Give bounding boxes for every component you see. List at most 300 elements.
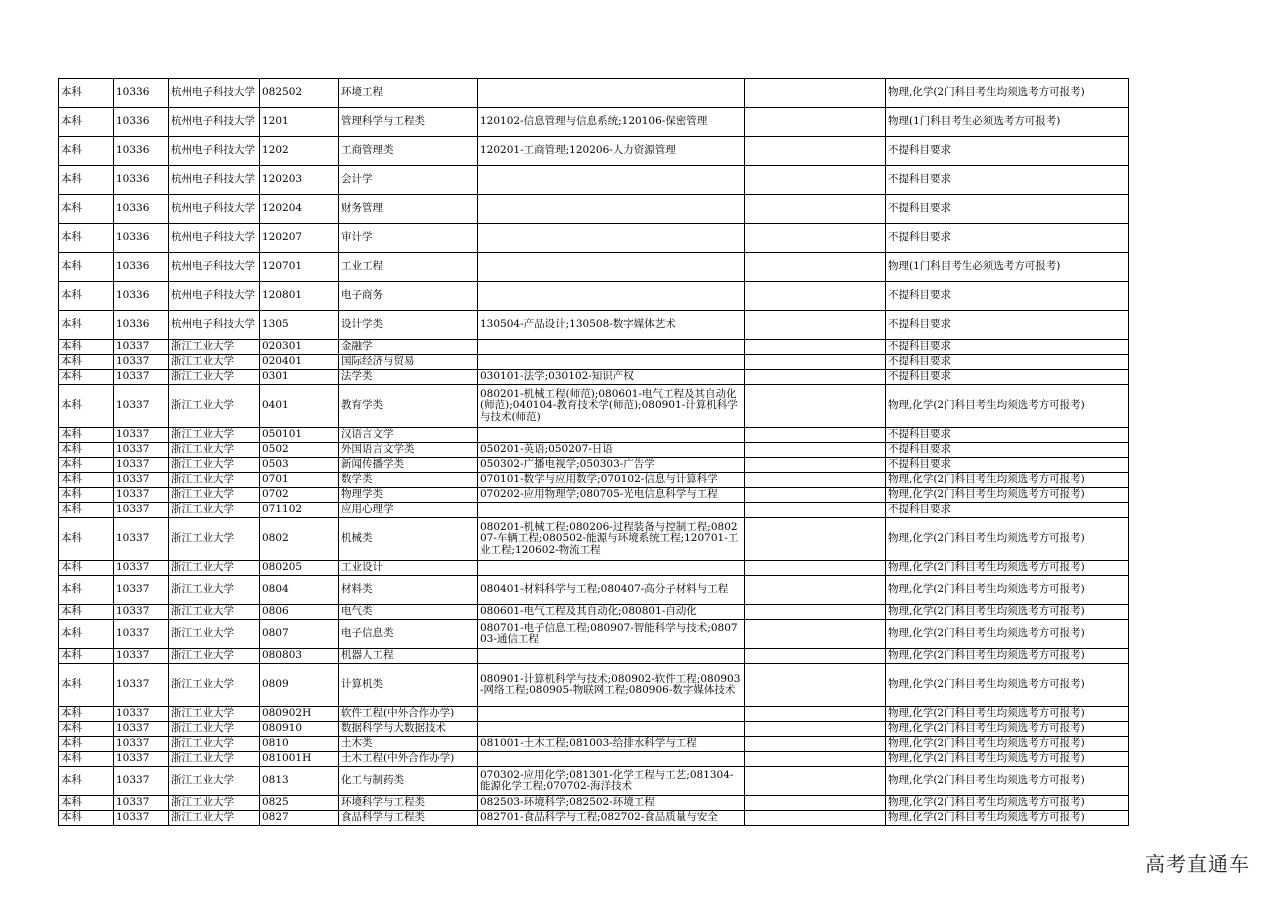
level-cell: 本科: [59, 561, 114, 576]
subject-requirement-cell: 物理,化学(2门科目考生均须选考方可报考): [886, 576, 1129, 605]
school-name-cell: 浙江工业大学: [169, 796, 260, 811]
school-code-cell: 10337: [114, 707, 169, 722]
major-name-cell: 汉语言文学: [339, 428, 478, 443]
school-code-cell: 10337: [114, 576, 169, 605]
table-row: [59, 752, 1129, 767]
school-code-cell: 10337: [114, 458, 169, 473]
included-majors-cell: 120201-工商管理;120206-人力资源管理: [478, 137, 745, 166]
subject-requirement-cell: 物理,化学(2门科目考生均须选考方可报考): [886, 811, 1129, 826]
subject-requirement-cell: 物理,化学(2门科目考生均须选考方可报考): [886, 561, 1129, 576]
major-code-cell: 1202: [260, 137, 339, 166]
major-code-cell: 120701: [260, 253, 339, 282]
major-name-cell: 设计学类: [339, 311, 478, 340]
major-name-cell: 食品科学与工程类: [339, 811, 478, 826]
school-name-cell: 浙江工业大学: [169, 503, 260, 518]
note-cell: [745, 737, 886, 752]
included-majors-cell: 050201-英语;050207-日语: [478, 443, 745, 458]
subject-requirement-cell: 不提科目要求: [886, 503, 1129, 518]
major-code-cell: 0809: [260, 664, 339, 707]
included-majors-cell: 070202-应用物理学;080705-光电信息科学与工程: [478, 488, 745, 503]
subject-requirement-cell: 不提科目要求: [886, 370, 1129, 385]
major-code-cell: 0810: [260, 737, 339, 752]
major-code-cell: 0401: [260, 385, 339, 428]
school-name-cell: 浙江工业大学: [169, 473, 260, 488]
school-code-cell: 10337: [114, 355, 169, 370]
level-cell: 本科: [59, 796, 114, 811]
school-name-cell: 浙江工业大学: [169, 355, 260, 370]
table-row: [59, 282, 1129, 311]
major-name-cell: 环境科学与工程类: [339, 796, 478, 811]
school-name-cell: 浙江工业大学: [169, 561, 260, 576]
school-code-cell: 10337: [114, 649, 169, 664]
table-row: [59, 108, 1129, 137]
note-cell: [745, 488, 886, 503]
major-code-cell: 0502: [260, 443, 339, 458]
table-row: [59, 561, 1129, 576]
school-name-cell: 杭州电子科技大学: [169, 282, 260, 311]
school-code-cell: 10337: [114, 796, 169, 811]
major-code-cell: 081001H: [260, 752, 339, 767]
included-majors-cell: 070101-数学与应用数学;070102-信息与计算科学: [478, 473, 745, 488]
subject-requirement-cell: 不提科目要求: [886, 166, 1129, 195]
major-code-cell: 0813: [260, 767, 339, 796]
subject-requirement-cell: 物理,化学(2门科目考生均须选考方可报考): [886, 79, 1129, 108]
note-cell: [745, 253, 886, 282]
major-code-cell: 120207: [260, 224, 339, 253]
level-cell: 本科: [59, 518, 114, 561]
major-name-cell: 数据科学与大数据技术: [339, 722, 478, 737]
table-row: [59, 443, 1129, 458]
school-name-cell: 浙江工业大学: [169, 752, 260, 767]
school-code-cell: 10337: [114, 518, 169, 561]
table-row: [59, 576, 1129, 605]
level-cell: 本科: [59, 370, 114, 385]
included-majors-cell: 130504-产品设计;130508-数字媒体艺术: [478, 311, 745, 340]
school-code-cell: 10337: [114, 370, 169, 385]
school-code-cell: 10337: [114, 443, 169, 458]
included-majors-cell: [478, 355, 745, 370]
level-cell: 本科: [59, 649, 114, 664]
note-cell: [745, 340, 886, 355]
level-cell: 本科: [59, 355, 114, 370]
major-name-cell: 土木类: [339, 737, 478, 752]
major-name-cell: 机器人工程: [339, 649, 478, 664]
major-code-cell: 0827: [260, 811, 339, 826]
major-code-cell: 0301: [260, 370, 339, 385]
major-code-cell: 0701: [260, 473, 339, 488]
level-cell: 本科: [59, 752, 114, 767]
level-cell: 本科: [59, 282, 114, 311]
table-row: [59, 649, 1129, 664]
major-name-cell: 工业设计: [339, 561, 478, 576]
table-row: [59, 370, 1129, 385]
school-code-cell: 10337: [114, 428, 169, 443]
level-cell: 本科: [59, 385, 114, 428]
school-name-cell: 浙江工业大学: [169, 707, 260, 722]
school-name-cell: 杭州电子科技大学: [169, 108, 260, 137]
school-name-cell: 杭州电子科技大学: [169, 137, 260, 166]
note-cell: [745, 428, 886, 443]
school-code-cell: 10337: [114, 385, 169, 428]
school-code-cell: 10337: [114, 752, 169, 767]
table-row: [59, 224, 1129, 253]
major-name-cell: 机械类: [339, 518, 478, 561]
note-cell: [745, 79, 886, 108]
major-code-cell: 080910: [260, 722, 339, 737]
school-name-cell: 浙江工业大学: [169, 443, 260, 458]
included-majors-cell: [478, 166, 745, 195]
subject-requirement-cell: 物理,化学(2门科目考生均须选考方可报考): [886, 752, 1129, 767]
school-code-cell: 10337: [114, 767, 169, 796]
school-name-cell: 浙江工业大学: [169, 664, 260, 707]
table-row: [59, 253, 1129, 282]
table-row: [59, 811, 1129, 826]
level-cell: 本科: [59, 503, 114, 518]
level-cell: 本科: [59, 811, 114, 826]
note-cell: [745, 108, 886, 137]
school-name-cell: 浙江工业大学: [169, 811, 260, 826]
school-name-cell: 杭州电子科技大学: [169, 311, 260, 340]
school-name-cell: 浙江工业大学: [169, 385, 260, 428]
subject-requirement-cell: 不提科目要求: [886, 458, 1129, 473]
table-row: [59, 488, 1129, 503]
school-name-cell: 杭州电子科技大学: [169, 79, 260, 108]
school-code-cell: 10337: [114, 561, 169, 576]
table-row: [59, 311, 1129, 340]
school-code-cell: 10336: [114, 108, 169, 137]
major-code-cell: 082502: [260, 79, 339, 108]
note-cell: [745, 620, 886, 649]
note-cell: [745, 311, 886, 340]
subject-requirement-cell: 物理,化学(2门科目考生均须选考方可报考): [886, 620, 1129, 649]
major-name-cell: 软件工程(中外合作办学): [339, 707, 478, 722]
included-majors-cell: [478, 195, 745, 224]
table-row: [59, 767, 1129, 796]
included-majors-cell: [478, 707, 745, 722]
included-majors-cell: [478, 253, 745, 282]
major-name-cell: 电气类: [339, 605, 478, 620]
level-cell: 本科: [59, 195, 114, 224]
major-code-cell: 080803: [260, 649, 339, 664]
level-cell: 本科: [59, 488, 114, 503]
note-cell: [745, 649, 886, 664]
major-name-cell: 教育学类: [339, 385, 478, 428]
table-row: [59, 707, 1129, 722]
subject-requirement-cell: 不提科目要求: [886, 355, 1129, 370]
school-name-cell: 杭州电子科技大学: [169, 195, 260, 224]
subject-requirement-cell: 物理,化学(2门科目考生均须选考方可报考): [886, 605, 1129, 620]
subject-requirement-cell: 不提科目要求: [886, 340, 1129, 355]
major-code-cell: 120204: [260, 195, 339, 224]
note-cell: [745, 561, 886, 576]
included-majors-cell: [478, 224, 745, 253]
subject-requirement-cell: 物理,化学(2门科目考生均须选考方可报考): [886, 664, 1129, 707]
major-name-cell: 化工与制药类: [339, 767, 478, 796]
note-cell: [745, 767, 886, 796]
school-code-cell: 10336: [114, 166, 169, 195]
major-code-cell: 0804: [260, 576, 339, 605]
school-name-cell: 杭州电子科技大学: [169, 166, 260, 195]
major-name-cell: 新闻传播学类: [339, 458, 478, 473]
level-cell: 本科: [59, 605, 114, 620]
school-name-cell: 浙江工业大学: [169, 428, 260, 443]
table-row: [59, 518, 1129, 561]
major-code-cell: 050101: [260, 428, 339, 443]
table-row: [59, 620, 1129, 649]
school-code-cell: 10337: [114, 473, 169, 488]
note-cell: [745, 473, 886, 488]
major-code-cell: 1201: [260, 108, 339, 137]
major-name-cell: 电子信息类: [339, 620, 478, 649]
included-majors-cell: [478, 428, 745, 443]
note-cell: [745, 707, 886, 722]
major-code-cell: 120203: [260, 166, 339, 195]
major-name-cell: 材料类: [339, 576, 478, 605]
note-cell: [745, 137, 886, 166]
major-code-cell: 071102: [260, 503, 339, 518]
level-cell: 本科: [59, 737, 114, 752]
school-name-cell: 浙江工业大学: [169, 605, 260, 620]
school-code-cell: 10337: [114, 737, 169, 752]
school-code-cell: 10337: [114, 488, 169, 503]
school-name-cell: 浙江工业大学: [169, 767, 260, 796]
note-cell: [745, 224, 886, 253]
school-code-cell: 10336: [114, 79, 169, 108]
level-cell: 本科: [59, 79, 114, 108]
school-code-cell: 10336: [114, 311, 169, 340]
subject-requirement-cell: 物理(1门科目考生必须选考方可报考): [886, 253, 1129, 282]
subject-requirement-cell: 不提科目要求: [886, 443, 1129, 458]
included-majors-cell: [478, 282, 745, 311]
level-cell: 本科: [59, 473, 114, 488]
major-name-cell: 土木工程(中外合作办学): [339, 752, 478, 767]
included-majors-cell: 081001-土木工程;081003-给排水科学与工程: [478, 737, 745, 752]
school-code-cell: 10337: [114, 340, 169, 355]
subject-requirement-cell: 物理,化学(2门科目考生均须选考方可报考): [886, 707, 1129, 722]
included-majors-cell: [478, 561, 745, 576]
level-cell: 本科: [59, 458, 114, 473]
table-row: [59, 664, 1129, 707]
included-majors-cell: [478, 79, 745, 108]
subject-requirement-cell: 物理,化学(2门科目考生均须选考方可报考): [886, 488, 1129, 503]
included-majors-cell: [478, 649, 745, 664]
major-name-cell: 应用心理学: [339, 503, 478, 518]
note-cell: [745, 503, 886, 518]
watermark: 高考直通车: [1145, 852, 1250, 876]
included-majors-cell: 080601-电气工程及其自动化;080801-自动化: [478, 605, 745, 620]
table-row: [59, 79, 1129, 108]
major-code-cell: 1305: [260, 311, 339, 340]
note-cell: [745, 722, 886, 737]
table-row: [59, 428, 1129, 443]
major-name-cell: 计算机类: [339, 664, 478, 707]
school-name-cell: 浙江工业大学: [169, 737, 260, 752]
note-cell: [745, 518, 886, 561]
note-cell: [745, 796, 886, 811]
major-name-cell: 法学类: [339, 370, 478, 385]
school-code-cell: 10337: [114, 503, 169, 518]
included-majors-cell: 080701-电子信息工程;080907-智能科学与技术;080703-通信工程: [478, 620, 745, 649]
school-code-cell: 10336: [114, 253, 169, 282]
major-name-cell: 审计学: [339, 224, 478, 253]
table-row: [59, 796, 1129, 811]
major-code-cell: 0807: [260, 620, 339, 649]
subject-requirement-cell: 不提科目要求: [886, 195, 1129, 224]
included-majors-cell: [478, 340, 745, 355]
note-cell: [745, 811, 886, 826]
note-cell: [745, 282, 886, 311]
subject-requirement-cell: 不提科目要求: [886, 137, 1129, 166]
level-cell: 本科: [59, 443, 114, 458]
subject-requirement-cell: 物理,化学(2门科目考生均须选考方可报考): [886, 722, 1129, 737]
level-cell: 本科: [59, 576, 114, 605]
major-code-cell: 0825: [260, 796, 339, 811]
major-code-cell: 0503: [260, 458, 339, 473]
level-cell: 本科: [59, 664, 114, 707]
subject-requirement-cell: 物理,化学(2门科目考生均须选考方可报考): [886, 518, 1129, 561]
subject-requirement-cell: 不提科目要求: [886, 428, 1129, 443]
included-majors-cell: [478, 503, 745, 518]
table-row: [59, 385, 1129, 428]
school-name-cell: 浙江工业大学: [169, 576, 260, 605]
table-row: [59, 458, 1129, 473]
major-code-cell: 0702: [260, 488, 339, 503]
note-cell: [745, 195, 886, 224]
note-cell: [745, 605, 886, 620]
major-code-cell: 020301: [260, 340, 339, 355]
school-code-cell: 10337: [114, 620, 169, 649]
table-row: [59, 166, 1129, 195]
subject-requirement-cell: 物理,化学(2门科目考生均须选考方可报考): [886, 473, 1129, 488]
major-name-cell: 外国语言文学类: [339, 443, 478, 458]
table-row: [59, 605, 1129, 620]
included-majors-cell: 082701-食品科学与工程;082702-食品质量与安全: [478, 811, 745, 826]
major-code-cell: 120801: [260, 282, 339, 311]
major-code-cell: 080902H: [260, 707, 339, 722]
subject-requirement-cell: 物理(1门科目考生必须选考方可报考): [886, 108, 1129, 137]
school-code-cell: 10337: [114, 722, 169, 737]
school-name-cell: 杭州电子科技大学: [169, 253, 260, 282]
level-cell: 本科: [59, 108, 114, 137]
included-majors-cell: 080901-计算机科学与技术;080902-软件工程;080903-网络工程;080905-物联网工程;080906-数字媒体技术: [478, 664, 745, 707]
school-name-cell: 浙江工业大学: [169, 620, 260, 649]
note-cell: [745, 458, 886, 473]
table-body: [59, 79, 1129, 826]
included-majors-cell: 080401-材料科学与工程;080407-高分子材料与工程: [478, 576, 745, 605]
note-cell: [745, 166, 886, 195]
included-majors-cell: 080201-机械工程;080206-过程装备与控制工程;080207-车辆工程;080502-能源与环境系统工程;120701-工业工程;120602-物流工程: [478, 518, 745, 561]
level-cell: 本科: [59, 620, 114, 649]
table-row: [59, 137, 1129, 166]
table-row: [59, 473, 1129, 488]
major-name-cell: 数学类: [339, 473, 478, 488]
major-code-cell: 0806: [260, 605, 339, 620]
included-majors-cell: [478, 752, 745, 767]
school-name-cell: 浙江工业大学: [169, 370, 260, 385]
note-cell: [745, 752, 886, 767]
school-code-cell: 10336: [114, 282, 169, 311]
major-name-cell: 金融学: [339, 340, 478, 355]
school-name-cell: 浙江工业大学: [169, 488, 260, 503]
note-cell: [745, 355, 886, 370]
major-name-cell: 环境工程: [339, 79, 478, 108]
school-name-cell: 浙江工业大学: [169, 649, 260, 664]
included-majors-cell: 070302-应用化学;081301-化学工程与工艺;081304-能源化学工程;070702-海洋技术: [478, 767, 745, 796]
table-row: [59, 355, 1129, 370]
table-row: [59, 503, 1129, 518]
subject-requirement-cell: 物理,化学(2门科目考生均须选考方可报考): [886, 767, 1129, 796]
level-cell: 本科: [59, 253, 114, 282]
school-name-cell: 浙江工业大学: [169, 518, 260, 561]
subject-requirements-table: [58, 78, 1129, 826]
major-name-cell: 国际经济与贸易: [339, 355, 478, 370]
level-cell: 本科: [59, 707, 114, 722]
major-code-cell: 0802: [260, 518, 339, 561]
school-name-cell: 浙江工业大学: [169, 722, 260, 737]
level-cell: 本科: [59, 311, 114, 340]
level-cell: 本科: [59, 428, 114, 443]
note-cell: [745, 576, 886, 605]
included-majors-cell: 080201-机械工程(师范);080601-电气工程及其自动化(师范);040104-教育技术学(师范);080901-计算机科学与技术(师范): [478, 385, 745, 428]
school-code-cell: 10337: [114, 605, 169, 620]
included-majors-cell: 082503-环境科学;082502-环境工程: [478, 796, 745, 811]
included-majors-cell: 120102-信息管理与信息系统;120106-保密管理: [478, 108, 745, 137]
included-majors-cell: [478, 722, 745, 737]
school-code-cell: 10336: [114, 224, 169, 253]
table-row: [59, 340, 1129, 355]
major-name-cell: 电子商务: [339, 282, 478, 311]
note-cell: [745, 664, 886, 707]
major-name-cell: 财务管理: [339, 195, 478, 224]
subject-requirement-cell: 物理,化学(2门科目考生均须选考方可报考): [886, 737, 1129, 752]
level-cell: 本科: [59, 767, 114, 796]
note-cell: [745, 385, 886, 428]
school-name-cell: 杭州电子科技大学: [169, 224, 260, 253]
subject-requirement-cell: 物理,化学(2门科目考生均须选考方可报考): [886, 649, 1129, 664]
included-majors-cell: 050302-广播电视学;050303-广告学: [478, 458, 745, 473]
major-code-cell: 080205: [260, 561, 339, 576]
major-name-cell: 物理学类: [339, 488, 478, 503]
level-cell: 本科: [59, 722, 114, 737]
major-name-cell: 工商管理类: [339, 137, 478, 166]
level-cell: 本科: [59, 224, 114, 253]
major-code-cell: 020401: [260, 355, 339, 370]
table-row: [59, 722, 1129, 737]
school-code-cell: 10337: [114, 664, 169, 707]
level-cell: 本科: [59, 340, 114, 355]
level-cell: 本科: [59, 166, 114, 195]
school-name-cell: 浙江工业大学: [169, 458, 260, 473]
table-row: [59, 195, 1129, 224]
school-code-cell: 10336: [114, 137, 169, 166]
subject-requirement-cell: 不提科目要求: [886, 224, 1129, 253]
table-row: [59, 737, 1129, 752]
subject-requirement-cell: 物理,化学(2门科目考生均须选考方可报考): [886, 796, 1129, 811]
major-name-cell: 工业工程: [339, 253, 478, 282]
subject-requirement-cell: 不提科目要求: [886, 311, 1129, 340]
major-name-cell: 管理科学与工程类: [339, 108, 478, 137]
school-code-cell: 10337: [114, 811, 169, 826]
subject-requirement-cell: 不提科目要求: [886, 282, 1129, 311]
subject-requirement-cell: 物理,化学(2门科目考生均须选考方可报考): [886, 385, 1129, 428]
note-cell: [745, 370, 886, 385]
included-majors-cell: 030101-法学;030102-知识产权: [478, 370, 745, 385]
school-name-cell: 浙江工业大学: [169, 340, 260, 355]
note-cell: [745, 443, 886, 458]
major-name-cell: 会计学: [339, 166, 478, 195]
school-code-cell: 10336: [114, 195, 169, 224]
level-cell: 本科: [59, 137, 114, 166]
